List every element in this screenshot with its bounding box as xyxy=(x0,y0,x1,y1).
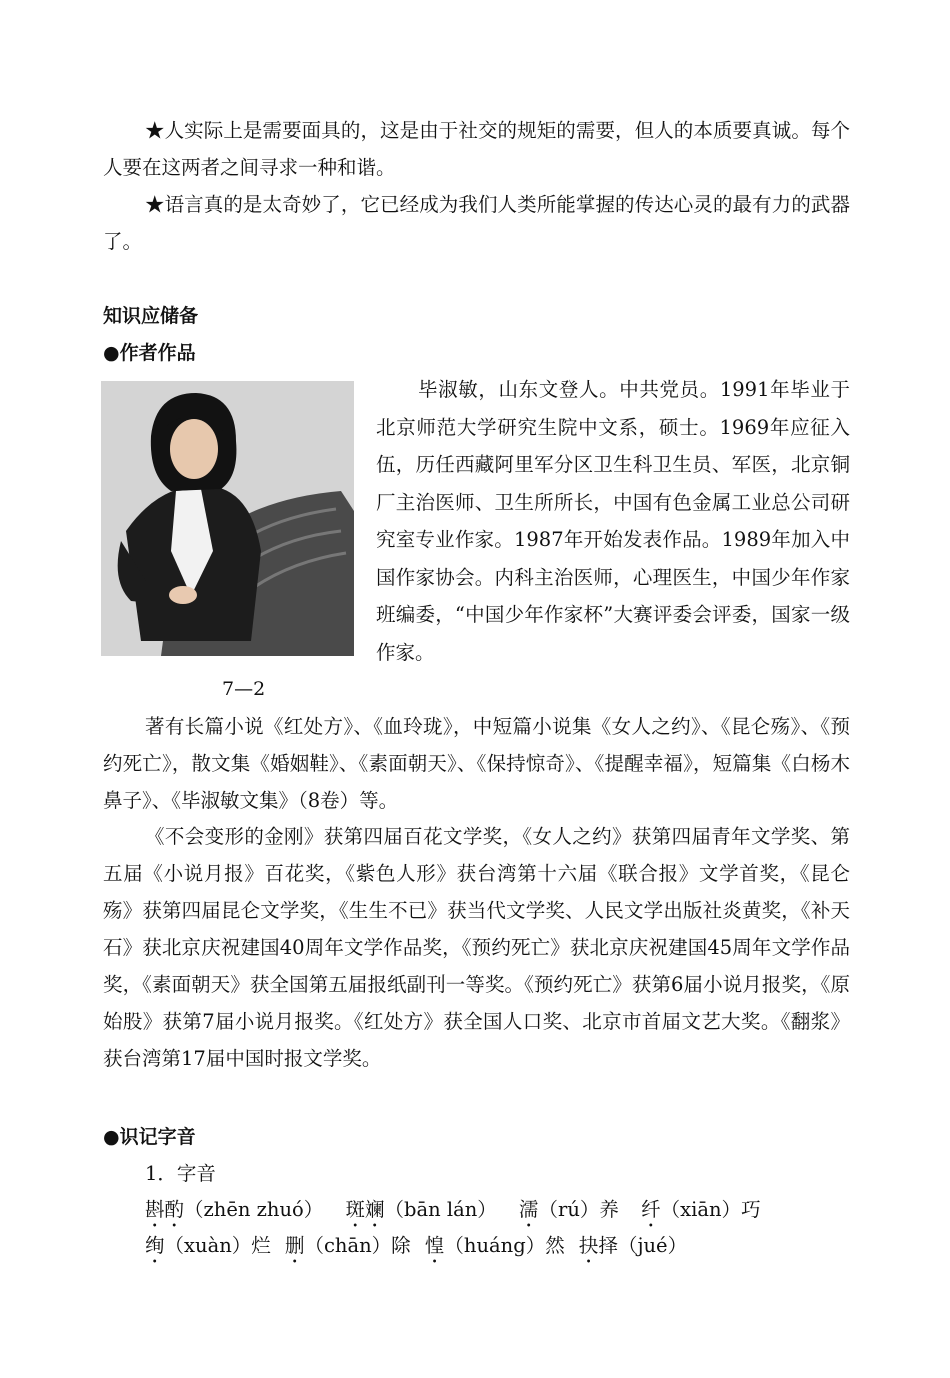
awards-paragraph: 《不会变形的金刚》获第四届百花文学奖，《女人之约》获第四届青年文学奖、第五届《小说月报》百花奖，《紫色人形》获台湾第十六届《联合报》文学首奖，《昆仑殇》获第四届昆仑文学奖，《生生不已》获当代文学奖、人民文学出版社炎黄奖，《补天石》获北京庆祝建国40周年文学作品奖，《预约死亡》获北京庆祝建国45周年文学作品奖，《素面朝天》获全国第五届报纸副刊一等奖。《预约死亡》获第6届小说月报奖，《原始股》获第7届小说月报奖。《红处方》获全国人口奖、北京市首届文艺大奖。《翻浆》获台湾第17届中国时报文学奖。 xyxy=(103,825,850,1070)
quote-paragraph-2: ★语言真的是太奇妙了，它已经成为我们人类所能掌握的传达心灵的最有力的武器了。 xyxy=(103,193,850,253)
pronunciation-heading: ●识记字音 xyxy=(103,1126,196,1148)
author-works-heading: ●作者作品 xyxy=(103,342,196,364)
author-portrait-image xyxy=(101,381,354,656)
pronunciation-item: 斟酌（zhēn zhuó） xyxy=(145,1198,324,1221)
quote-paragraph-1: ★人实际上是需要面具的，这是由于社交的规矩的需要，但人的本质要真诚。每个人要在这两者之间寻求一种和谐。 xyxy=(103,119,850,179)
works-paragraph: 著有长篇小说《红处方》、《血玲珑》，中短篇小说集《女人之约》、《昆仑殇》、《预约死亡》，散文集《婚姻鞋》、《素面朝天》、《保持惊奇》、《提醒幸福》，短篇集《白杨木鼻子》、《毕淑敏文集》（8卷）等。 xyxy=(103,715,850,812)
pronunciation-item: 惶（huáng）然 xyxy=(424,1234,565,1257)
author-photo xyxy=(101,381,354,656)
author-biography: 毕淑敏，山东文登人。中共党员。1991年毕业于北京师范大学研究生院中文系，硕士。1969年应征入伍，历任西藏阿里军分区卫生科卫生员、军医，北京铜厂主治医师、卫生所所长，中国有色金属工业总公司研究室专业作家。1987年开始发表作品。1989年加入中国作家协会。内科主治医师，心理医生，中国少年作家班编委，“中国少年作家杯”大赛评委会评委，国家一级作家。 xyxy=(376,378,850,664)
pronunciation-item: 斑斓（bān lán） xyxy=(345,1198,497,1221)
pronunciation-item: 删（chān）除 xyxy=(284,1234,411,1257)
pronunciation-item: 濡（rú）养 xyxy=(519,1198,619,1221)
photo-caption: 7—2 xyxy=(222,678,266,700)
pronunciation-subheading: 1．字音 xyxy=(145,1162,216,1185)
pronunciation-line-1 xyxy=(145,1193,761,1232)
pronunciation-item: 纤（xiān）巧 xyxy=(641,1198,761,1221)
pronunciation-item: 抉择（jué） xyxy=(578,1234,688,1257)
pronunciation-line-2 xyxy=(145,1229,687,1268)
pronunciation-item: 绚（xuàn）烂 xyxy=(145,1234,271,1257)
section-title: 知识应储备 xyxy=(103,305,199,327)
